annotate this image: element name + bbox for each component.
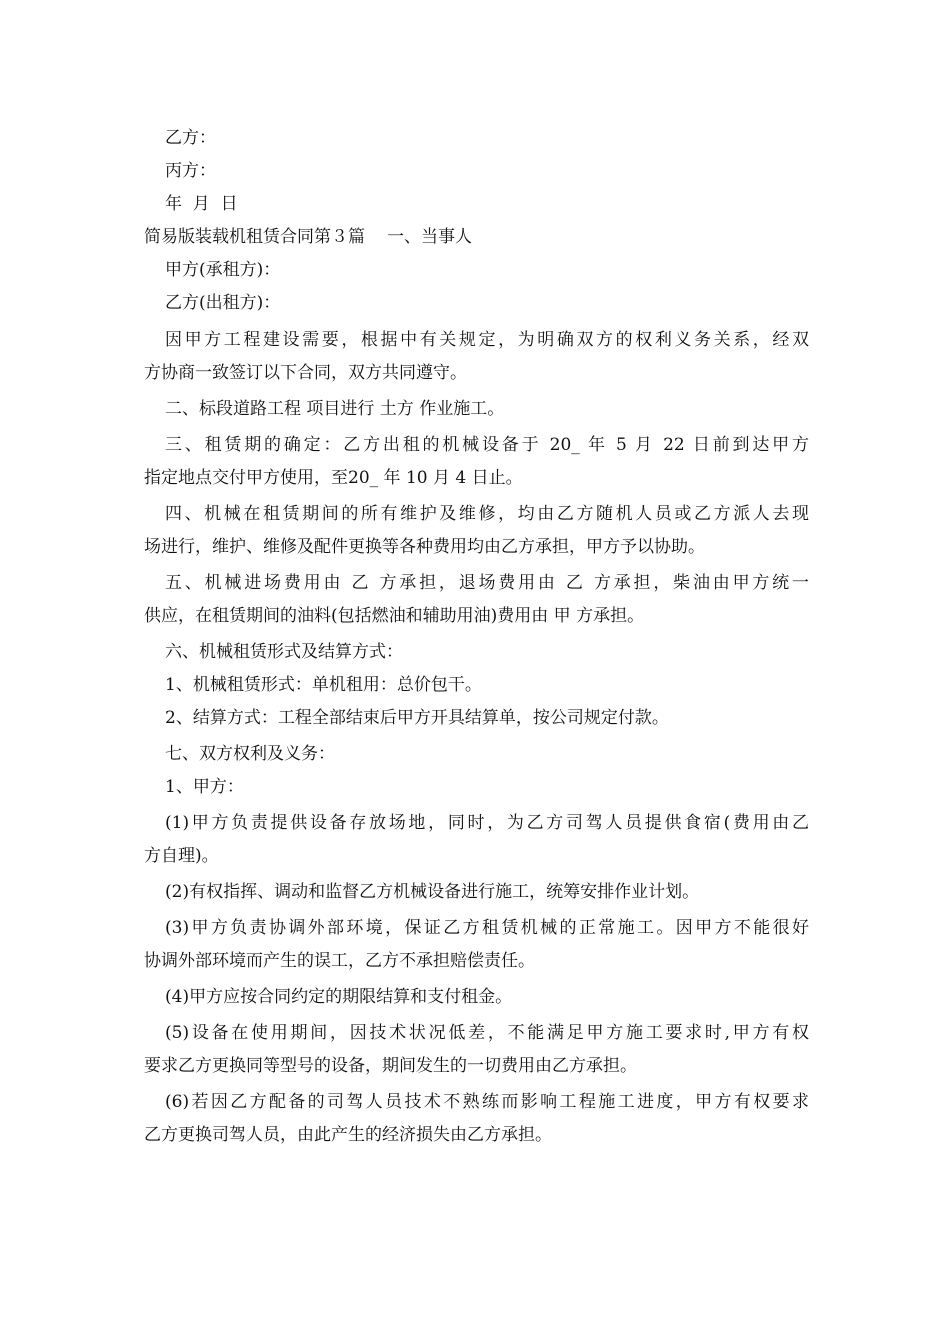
contract-title: 简易版装载机租赁合同第３篇 — [144, 227, 365, 247]
paragraph-rights — [144, 738, 809, 804]
clause-item-4 — [144, 981, 809, 1014]
paragraph-line: 乙方更换司驾人员，由此产生的经济损失由乙方承担。 — [144, 1125, 552, 1145]
paragraph-line: 六、机械租赁形式及结算方式： — [165, 642, 403, 662]
paragraph-maintenance — [144, 498, 809, 564]
paragraph-line: (3)甲方负责协调外部环境，保证乙方租赁机械的正常施工。因甲方不能很好 — [165, 918, 809, 938]
paragraph-line: 方自理)。 — [144, 846, 219, 866]
clause-item-3 — [144, 912, 809, 978]
party-b-signature-line: 乙方： — [165, 128, 216, 148]
paragraph-line: 因甲方工程建设需要，根据中有关规定，为明确双方的权利义务关系，经双 — [165, 330, 809, 350]
paragraph-settlement — [144, 636, 809, 735]
contract-heading — [144, 221, 809, 254]
clause-item-6 — [144, 1086, 809, 1152]
clause-item-1 — [144, 807, 809, 873]
paragraph-line: (4)甲方应按合同约定的期限结算和支付租金。 — [165, 987, 513, 1007]
lessor-line: 乙方(出租方)： — [165, 293, 281, 313]
paragraph-line: 场进行，维护、维修及配件更换等各种费用均由乙方承担，甲方予以协助。 — [144, 537, 705, 557]
paragraph-line: 二、标段道路工程 项目进行 土方 作业施工。 — [165, 399, 505, 419]
paragraph-line: 1、甲方： — [165, 777, 244, 797]
clause-item-5 — [144, 1017, 809, 1083]
paragraph-purpose — [144, 324, 809, 390]
paragraph-line: 要求乙方更换同等型号的设备，期间发生的一切费用由乙方承担。 — [144, 1056, 637, 1076]
paragraph-line: 指定地点交付甲方使用，至20_ 年 10 月 4 日止。 — [144, 468, 523, 488]
paragraph-line: 2、结算方式：工程全部结束后甲方开具结算单，按公司规定付款。 — [165, 708, 669, 728]
paragraph-line: 方协商一致签订以下合同，双方共同遵守。 — [144, 363, 467, 383]
clause-item-2 — [144, 876, 809, 909]
section-parties-heading: 一、当事人 — [387, 227, 472, 247]
document-content — [144, 122, 809, 1155]
paragraph-line: 四、机械在租赁期间的所有维护及维修，均由乙方随机人员或乙方派人去现 — [165, 504, 809, 524]
paragraph-line: (6)若因乙方配备的司驾人员技术不熟练而影响工程施工进度，甲方有权要求 — [165, 1092, 809, 1112]
paragraph-line: 1、机械租赁形式：单机租用：总价包干。 — [165, 675, 482, 695]
paragraph-fees — [144, 567, 809, 633]
party-c-signature-line: 丙方： — [165, 161, 216, 181]
paragraph-lease-period — [144, 429, 809, 495]
date-line: 年 月 日 — [165, 194, 238, 214]
paragraph-line: 供应，在租赁期间的油料(包括燃油和辅助用油)费用由 甲 方承担。 — [144, 606, 645, 626]
paragraph-line: 三、租赁期的确定：乙方出租的机械设备于 20_ 年 5 月 22 日前到达甲方 — [165, 435, 809, 455]
paragraph-line: 协调外部环境而产生的误工，乙方不承担赔偿责任。 — [144, 951, 535, 971]
paragraph-line: 五、机械进场费用由 乙 方承担，退场费用由 乙 方承担，柴油由甲方统一 — [165, 573, 809, 593]
lessee-line: 甲方(承租方)： — [165, 260, 281, 280]
paragraph-line: (5)设备在使用期间，因技术状况低差，不能满足甲方施工要求时,甲方有权 — [165, 1023, 809, 1043]
paragraph-line: (1)甲方负责提供设备存放场地，同时，为乙方司驾人员提供食宿(费用由乙 — [165, 813, 809, 833]
paragraph-line: (2)有权指挥、调动和监督乙方机械设备进行施工，统筹安排作业计划。 — [165, 882, 700, 902]
paragraph-project — [144, 393, 809, 426]
paragraph-line: 七、双方权利及义务： — [165, 744, 335, 764]
